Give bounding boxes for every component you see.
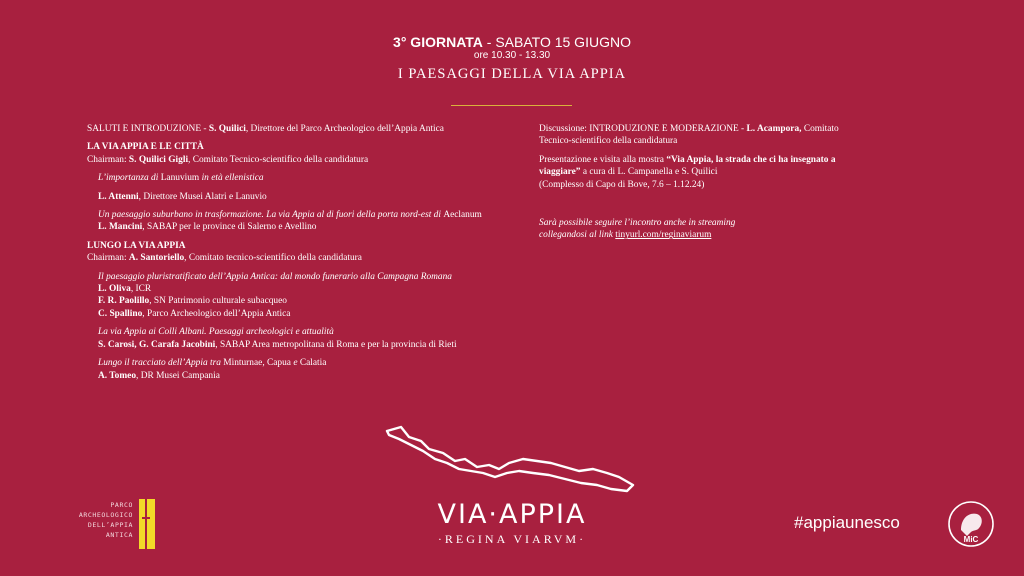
discussion-line: [539, 123, 899, 135]
talk-title-part: e: [293, 358, 298, 369]
exhibition-title: viaggiare”: [539, 167, 581, 178]
streaming-note: Sarà possibile seguire l’incontro anche in streaming: [539, 218, 736, 229]
talk-title: La via Appia ai Colli Albani. Paesaggi archeologici e attualità: [98, 327, 334, 338]
intro-label: SALUTI E INTRODUZIONE -: [87, 124, 209, 134]
parco-line: ANTICA: [105, 531, 133, 539]
speaker-role: , DR Musei Campania: [136, 370, 220, 381]
speaker-name: L. Mancini: [98, 222, 143, 233]
speaker-role: , Direttore Musei Alatri e Lanuvio: [138, 191, 267, 202]
spacer: [539, 191, 899, 217]
chair-label: Chairman:: [87, 154, 129, 165]
talk-title-part: L’importanza di: [98, 173, 161, 184]
talk-title: Il paesaggio pluristratificato dell’Appia Antica: dal mondo funerario alla Campagna Romana: [98, 271, 452, 282]
speaker-role: , ICR: [130, 284, 152, 295]
talk-title: [98, 209, 517, 221]
chair-name: A. Santoriello: [128, 253, 185, 264]
page-title: I PAESAGGI DELLA VIA APPIA: [397, 66, 627, 82]
date-label: - SABATO 15 GIUGNO: [482, 34, 631, 50]
presentation-label: Presentazione e visita alla mostra: [539, 154, 667, 165]
speaker-role: , SN Patrimonio culturale subacqueo: [149, 296, 287, 307]
chair-role: , Comitato Tecnico-scientifico della candidatura: [188, 154, 369, 165]
discussion-name: L. Acampora,: [746, 124, 802, 134]
presentation-line-2: [539, 166, 899, 178]
speaker-name: C. Spallino: [98, 308, 143, 319]
speaker-role: , Parco Archeologico dell’Appia Antica: [142, 308, 291, 319]
streaming-note-2: collegandosi al link: [539, 230, 616, 241]
speaker-role: , SABAP per le province di Salerno e Avellino: [142, 222, 317, 233]
mic-label: MiC: [963, 535, 979, 544]
parco-archeologico-logo-mark-icon: [139, 499, 155, 549]
presentation-line: [539, 154, 899, 166]
talk-title-part: Un paesaggio suburbano in trasformazione. La via Appia al di fuori della porta nord-est di: [98, 210, 444, 221]
speaker-name: L. Attenni: [98, 191, 139, 202]
time-label: ore 10.30 - 13.30: [473, 50, 551, 61]
curators: a cura di L. Campanella e S. Quilici: [580, 167, 718, 178]
speaker-name: S. Carosi, G. Carafa Jacobini: [98, 339, 216, 350]
via-appia-logo: [412, 500, 612, 547]
talk-title-part: Lanuvium: [160, 173, 200, 184]
mic-ministry-logo-icon: [947, 500, 995, 548]
speaker-line: [98, 191, 517, 203]
talk-title-part: Calatia: [297, 358, 327, 369]
streaming-link-line: [539, 229, 899, 241]
exhibition-dates: (Complesso di Capo di Bove, 7.6 – 1.12.24): [539, 179, 705, 190]
discussion-label: Discussione: INTRODUZIONE E MODERAZIONE -: [539, 124, 747, 134]
speaker-line: [98, 283, 517, 295]
intro-line: [87, 123, 517, 135]
intro-name: S. Quilici: [208, 124, 246, 134]
speaker-name: A. Tomeo: [98, 370, 137, 381]
speaker-line: [98, 370, 517, 382]
parco-archeologico-logo-text: [55, 500, 133, 540]
logo-via-appia-text: VIA·APPIA: [437, 499, 587, 530]
talk-title-part: Aeclanum: [443, 210, 482, 221]
section-title-citta: LA VIA APPIA E LE CITTÀ: [87, 142, 204, 153]
program-right-column: [539, 123, 899, 242]
talk-title-part: Lungo il tracciato dell’Appia tra: [98, 358, 224, 369]
chair-role: , Comitato tecnico-scientifico della candidatura: [184, 253, 362, 264]
parco-line: DELL’APPIA: [87, 521, 133, 529]
talk-title-part: Minturnae: [223, 358, 263, 369]
chairman-line-1: [87, 154, 517, 166]
talk-title-part: , Capua: [262, 358, 294, 369]
day-date-line: [0, 34, 1024, 50]
logo-regina-viarum-text: ·REGINA VIARVM·: [437, 532, 587, 546]
hashtag: #appiaunesco: [794, 513, 900, 532]
discussion-role-line: Tecnico-scientifico della candidatura: [539, 136, 678, 147]
intro-role: , Direttore del Parco Archeologico dell’Appia Antica: [245, 124, 444, 134]
section-title-lungo: LUNGO LA VIA APPIA: [87, 240, 186, 251]
speaker-line: [98, 295, 517, 307]
parco-line: PARCO: [110, 501, 133, 509]
streaming-link[interactable]: tinyurl.com/reginaviarum: [615, 230, 712, 241]
discussion-role: Comitato: [801, 124, 839, 134]
speaker-name: L. Oliva: [98, 284, 131, 295]
parco-line: ARCHEOLOGICO: [78, 511, 133, 519]
speaker-name: F. R. Paolillo: [98, 296, 150, 307]
talk-title-part: in età ellenistica: [199, 173, 264, 184]
speaker-role: , SABAP Area metropolitana di Roma e per la provincia di Rieti: [215, 339, 457, 350]
talk-title: [98, 357, 517, 369]
via-appia-route-icon: [383, 423, 639, 499]
talk-1-1: [87, 172, 517, 234]
speaker-line: [98, 339, 517, 351]
header: [0, 34, 1024, 83]
day-label: 3° GIORNATA: [393, 34, 483, 50]
gold-divider: [451, 105, 572, 106]
speaker-line: [98, 221, 517, 233]
talk-2: [87, 271, 517, 382]
speaker-line: [98, 308, 517, 320]
chairman-line-2: [87, 252, 517, 264]
chair-label: Chairman:: [87, 253, 129, 264]
program-left-column: [87, 123, 517, 382]
talk-title: [98, 172, 517, 184]
chair-name: S. Quilici Gigli: [128, 154, 189, 165]
exhibition-title: “Via Appia, la strada che ci ha insegnato a: [666, 154, 836, 165]
